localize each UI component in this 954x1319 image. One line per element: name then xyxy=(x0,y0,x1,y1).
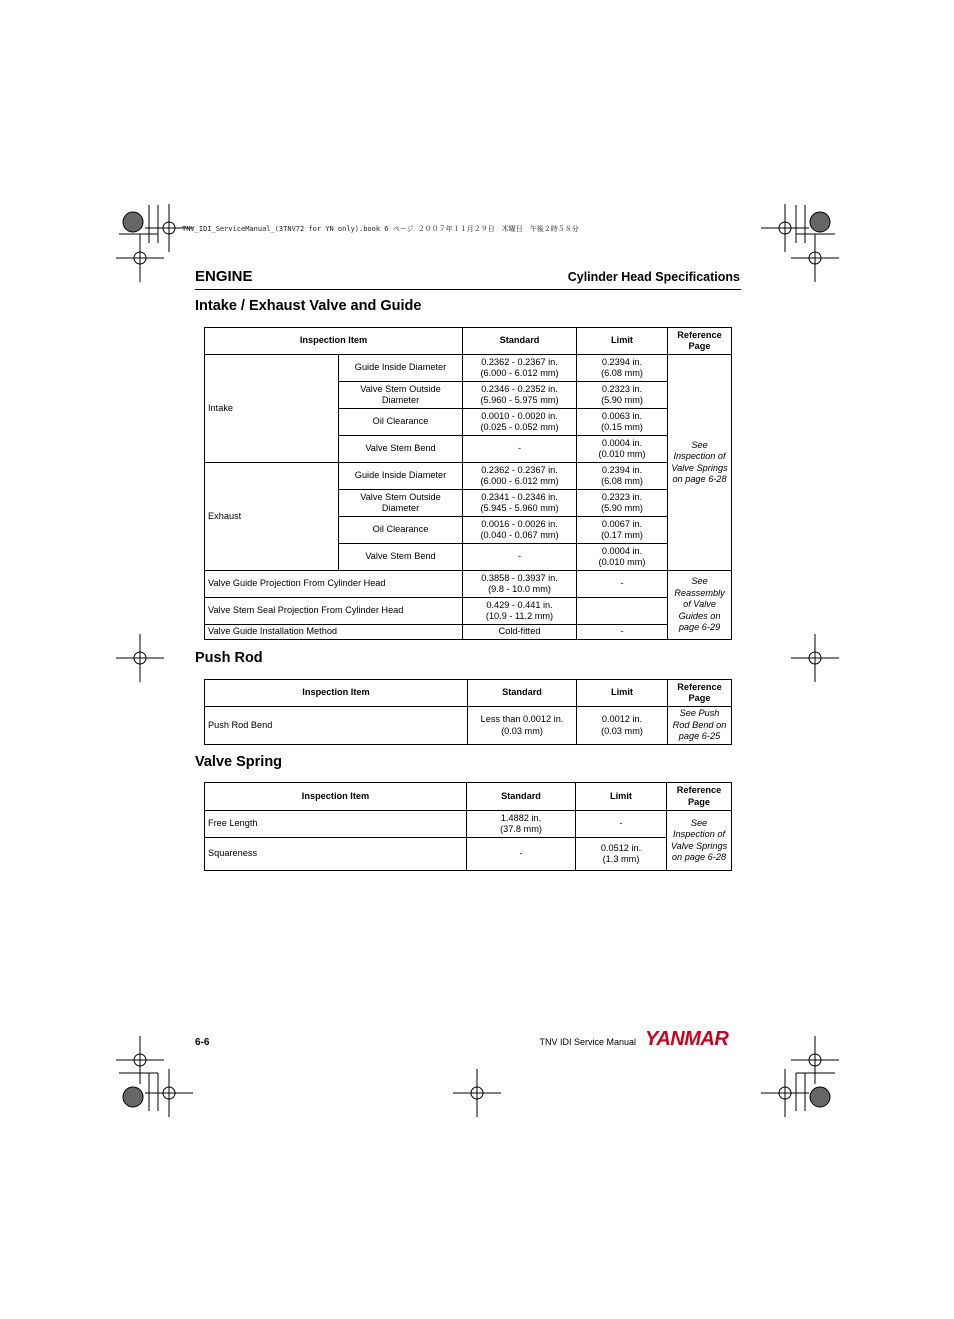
table-header-row xyxy=(205,328,732,355)
row-limit: 0.0063 in. (0.15 mm) xyxy=(577,409,668,436)
push-rod-table xyxy=(204,679,732,745)
valve-guide-title: Intake / Exhaust Valve and Guide xyxy=(195,298,422,314)
row-limit xyxy=(577,598,668,625)
row-limit: 0.2323 in. (5.90 mm) xyxy=(577,490,668,517)
reference-valve-guides: See Reassembly of Valve Guides on page 6-29 xyxy=(668,571,732,640)
row-limit: - xyxy=(576,811,667,838)
row-item: Push Rod Bend xyxy=(205,707,468,745)
col-limit: Limit xyxy=(577,328,668,355)
row-standard: 0.429 - 0.441 in. (10.9 - 11.2 mm) xyxy=(463,598,577,625)
row-standard: 0.2362 - 0.2367 in. (6.000 - 6.012 mm) xyxy=(463,463,577,490)
col-standard: Standard xyxy=(468,680,577,707)
table-row xyxy=(205,571,732,598)
table-row xyxy=(205,838,732,871)
table-row xyxy=(205,811,732,838)
reference-valve-springs: See Inspection of Valve Springs on page 6-28 xyxy=(668,355,732,571)
col-inspection-item: Inspection Item xyxy=(205,680,468,707)
row-item: Squareness xyxy=(205,838,467,871)
row-item: Free Length xyxy=(205,811,467,838)
row-limit: 0.2323 in. (5.90 mm) xyxy=(577,382,668,409)
row-limit: 0.0004 in. (0.010 mm) xyxy=(577,436,668,463)
exhaust-label: Exhaust xyxy=(205,463,339,571)
row-standard: - xyxy=(463,544,577,571)
row-limit: - xyxy=(577,571,668,598)
print-info-line: TNV_IDI_ServiceManual_(3TNV72 for YN only).book 6 ページ ２００７年１１月２９日 木曜日 午後２時５８分 xyxy=(182,225,579,233)
row-item: Valve Stem Outside Diameter xyxy=(339,490,463,517)
col-limit: Limit xyxy=(576,783,667,811)
valve-guide-table xyxy=(204,327,732,640)
push-rod-title: Push Rod xyxy=(195,650,263,666)
row-item: Valve Guide Projection From Cylinder Head xyxy=(205,571,463,598)
valve-spring-title: Valve Spring xyxy=(195,754,283,770)
row-item: Valve Stem Bend xyxy=(339,436,463,463)
table-row xyxy=(205,355,732,382)
row-standard: Less than 0.0012 in. (0.03 mm) xyxy=(468,707,577,745)
valve-spring-table xyxy=(204,782,732,871)
col-reference-page: Reference Page xyxy=(668,328,732,355)
row-standard: 0.2362 - 0.2367 in. (6.000 - 6.012 mm) xyxy=(463,355,577,382)
chapter-title: ENGINE xyxy=(195,268,253,285)
row-limit: 0.0004 in. (0.010 mm) xyxy=(577,544,668,571)
reference-push-rod: See Push Rod Bend on page 6-25 xyxy=(668,707,732,745)
row-limit: 0.2394 in. (6.08 mm) xyxy=(577,355,668,382)
table-header-row xyxy=(205,783,732,811)
table-header-row xyxy=(205,680,732,707)
row-limit: 0.0012 in. (0.03 mm) xyxy=(577,707,668,745)
row-item: Oil Clearance xyxy=(339,409,463,436)
row-item: Valve Stem Seal Projection From Cylinder Head xyxy=(205,598,463,625)
row-limit: 0.0067 in. (0.17 mm) xyxy=(577,517,668,544)
reference-valve-springs: See Inspection of Valve Springs on page 6-28 xyxy=(667,811,732,871)
row-standard: 1.4882 in. (37.8 mm) xyxy=(467,811,576,838)
row-item: Valve Guide Installation Method xyxy=(205,625,463,640)
col-limit: Limit xyxy=(577,680,668,707)
table-row xyxy=(205,707,732,745)
row-standard: 0.2346 - 0.2352 in. (5.960 - 5.975 mm) xyxy=(463,382,577,409)
table-row xyxy=(205,598,732,625)
table-row xyxy=(205,463,732,490)
row-standard: 0.3858 - 0.3937 in. (9.8 - 10.0 mm) xyxy=(463,571,577,598)
row-item: Valve Stem Outside Diameter xyxy=(339,382,463,409)
row-limit: 0.0512 in. (1.3 mm) xyxy=(576,838,667,871)
col-reference-page: Reference Page xyxy=(668,680,732,707)
row-standard: 0.0010 - 0.0020 in. (0.025 - 0.052 mm) xyxy=(463,409,577,436)
row-standard: - xyxy=(463,436,577,463)
row-limit: 0.2394 in. (6.08 mm) xyxy=(577,463,668,490)
header-rule xyxy=(195,289,741,290)
row-item: Guide Inside Diameter xyxy=(339,463,463,490)
col-inspection-item: Inspection Item xyxy=(205,328,463,355)
row-standard: - xyxy=(467,838,576,871)
col-standard: Standard xyxy=(463,328,577,355)
col-standard: Standard xyxy=(467,783,576,811)
yanmar-logo: YANMAR xyxy=(645,1028,729,1050)
row-standard: 0.2341 - 0.2346 in. (5.945 - 5.960 mm) xyxy=(463,490,577,517)
col-inspection-item: Inspection Item xyxy=(205,783,467,811)
page-number: 6-6 xyxy=(195,1037,210,1048)
col-reference-page: Reference Page xyxy=(667,783,732,811)
intake-label: Intake xyxy=(205,355,339,463)
row-standard: 0.0016 - 0.0026 in. (0.040 - 0.067 mm) xyxy=(463,517,577,544)
row-item: Guide Inside Diameter xyxy=(339,355,463,382)
manual-title: TNV IDI Service Manual xyxy=(539,1037,636,1047)
row-limit: - xyxy=(577,625,668,640)
row-item: Valve Stem Bend xyxy=(339,544,463,571)
table-row xyxy=(205,625,732,640)
row-standard: Cold-fitted xyxy=(463,625,577,640)
section-header: Cylinder Head Specifications xyxy=(567,270,740,284)
row-item: Oil Clearance xyxy=(339,517,463,544)
